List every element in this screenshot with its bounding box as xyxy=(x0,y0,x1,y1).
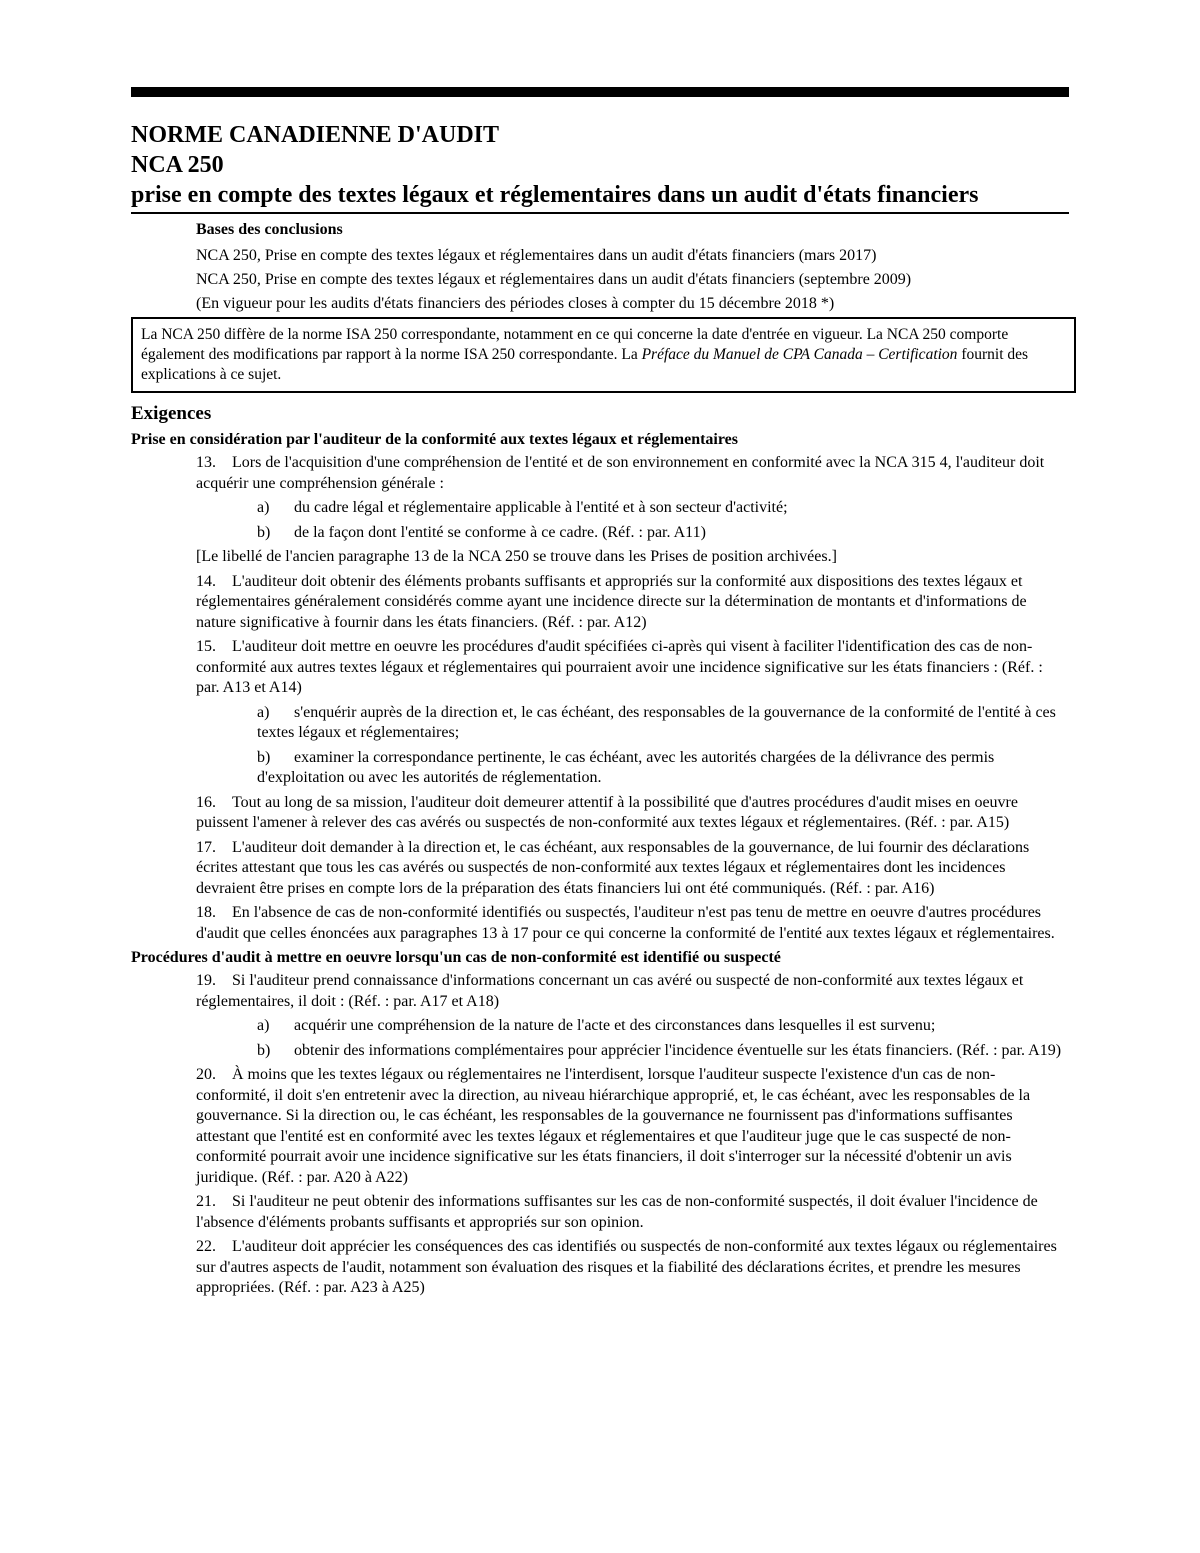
standard-subtitle: prise en compte des textes légaux et réglementaires dans un audit d'états financiers xyxy=(131,180,1069,214)
paragraph-22 xyxy=(196,1237,1066,1299)
notice-text-before: La NCA 250 diffère de la norme ISA 250 correspondante, notamment en ce qui concerne la date d'entrée en vigueur. La NCA 250 comporte également des modifications par rapport à la norme ISA 250 correspondante. La xyxy=(141,326,1009,363)
list-item-text: obtenir des informations complémentaires pour apprécier l'incidence éventuelle sur les états financiers. (Réf. : par. A19) xyxy=(294,1041,1062,1059)
paragraph-text: Si l'auditeur ne peut obtenir des informations suffisantes sur les cas de non-conformité suspectés, il doit évaluer l'incidence de l'absence d'éléments probants suffisants et appropriés sur son opinion. xyxy=(196,1193,1038,1231)
list-item-text: du cadre légal et réglementaire applicable à l'entité et à son secteur d'activité; xyxy=(294,499,788,516)
paragraph-number: 22. xyxy=(196,1238,216,1255)
paragraph-16 xyxy=(196,793,1066,834)
list-item-label: a) xyxy=(257,499,270,516)
effective-date-line: (En vigueur pour les audits d'états financiers des périodes closes à compter du 15 décembre 2018 *) xyxy=(196,295,835,312)
paragraph-number: 18. xyxy=(196,904,216,921)
list-item xyxy=(257,523,1077,544)
top-rule xyxy=(131,87,1069,97)
sub-heading-procedures: Procédures d'audit à mettre en oeuvre lorsqu'un cas de non-conformité est identifié ou suspecté xyxy=(131,949,781,966)
notice-box xyxy=(131,317,1076,393)
list-item-text: de la façon dont l'entité se conforme à ce cadre. (Réf. : par. A11) xyxy=(294,523,706,541)
archive-note: [Le libellé de l'ancien paragraphe 13 de la NCA 250 se trouve dans les Prises de position archivées.] xyxy=(196,548,837,565)
conclusions-line-2: NCA 250, Prise en compte des textes légaux et réglementaires dans un audit d'états financiers (septembre 2009) xyxy=(196,271,912,288)
sub-heading-compliance: Prise en considération par l'auditeur de la conformité aux textes légaux et réglementaires xyxy=(131,431,739,448)
paragraph-13 xyxy=(196,453,1066,494)
paragraph-21 xyxy=(196,1192,1066,1233)
paragraph-text: Si l'auditeur prend connaissance d'informations concernant un cas avéré ou suspecté de non-conformité aux textes légaux et réglementaires, il doit : (Réf. : par. A17 et A18) xyxy=(196,972,1024,1010)
list-item-label: a) xyxy=(257,703,270,721)
list-item-text: s'enquérir auprès de la direction et, le cas échéant, des responsables de la gouvernance de la conformité de l'entité à ces textes légaux et réglementaires; xyxy=(257,703,1056,741)
list-item-label: a) xyxy=(257,1017,270,1034)
paragraph-number: 19. xyxy=(196,972,216,989)
list-item xyxy=(257,1041,1077,1062)
standard-title: NORME CANADIENNE D'AUDIT xyxy=(131,122,500,148)
paragraph-number: 20. xyxy=(196,1066,216,1083)
paragraph-text: À moins que les textes légaux ou réglementaires ne l'interdisent, lorsque l'auditeur suspecte l'existence d'un cas de non-conformité, il doit s'en entretenir avec la direction, au niveau hiérarchique approprié, et, le cas échéant, avec les responsables de la gouvernance. Si la direction ou, le cas échéant, les responsables de la gouvernance ne fournissent pas d'informations suffisantes attestant que l'entité est en conformité avec les textes légaux et réglementaires et que l'auditeur juge que le cas suspecté de non-conformité pourrait avoir une incidence significative sur les états financiers, il doit s'interroger sur la nécessité d'obtenir un avis juridique. (Réf. : par. A20 à A22) xyxy=(196,1066,1031,1186)
section-title: Exigences xyxy=(131,403,212,424)
paragraph-text: L'auditeur doit demander à la direction et, le cas échéant, aux responsables de la gouvernance, de lui fournir des déclarations écrites attestant que tous les cas avérés ou suspectés de non-conformité aux textes légaux et réglementaires dont les incidences devraient être prises en compte lors de la préparation des états financiers lui ont été communiqués. (Réf. : par. A16) xyxy=(196,838,1030,897)
requirements-content xyxy=(131,400,1076,1303)
paragraph-text: L'auditeur doit apprécier les conséquences des cas identifiés ou suspectés de non-conformité aux textes légaux ou réglementaires sur d'autres aspects de l'audit, notamment son évaluation des risques et la fiabilité des déclarations écrites, et prendre les mesures appropriées. (Réf. : par. A23 à A25) xyxy=(196,1238,1057,1296)
paragraph-text: L'auditeur doit mettre en oeuvre les procédures d'audit spécifiées ci-après qui visent à faciliter l'identification des cas de non-conformité aux autres textes légaux et réglementaires qui pourraient avoir une incidence significative sur les états financiers : (Réf. : par. A13 et A14) xyxy=(196,638,1043,696)
paragraph-text: L'auditeur doit obtenir des éléments probants suffisants et appropriés sur la conformité aux dispositions des textes légaux et réglementaires généralement considérés comme ayant une incidence directe sur la détermination de montants et d'informations de nature significative à fournir dans les états financiers. (Réf. : par. A12) xyxy=(196,572,1027,631)
list-item xyxy=(257,498,1077,519)
paragraph-19 xyxy=(196,971,1066,1012)
notice-italic-title: Préface du Manuel de CPA Canada – Certification xyxy=(641,346,958,363)
paragraph-18 xyxy=(196,903,1066,944)
conclusions-line-1: NCA 250, Prise en compte des textes légaux et réglementaires dans un audit d'états financiers (mars 2017) xyxy=(196,247,877,264)
conclusions-heading: Bases des conclusions xyxy=(196,221,343,238)
paragraph-text: Tout au long de sa mission, l'auditeur doit demeurer attentif à la possibilité que d'autres procédures d'audit mises en oeuvre puissent l'amener à relever des cas avérés ou suspectés de non-conformité aux textes légaux et réglementaires. (Réf. : par. A15) xyxy=(196,793,1018,831)
list-item-label: b) xyxy=(257,1041,271,1059)
paragraph-14 xyxy=(196,572,1066,634)
list-item xyxy=(257,1016,1077,1037)
paragraph-17 xyxy=(196,838,1066,900)
list-item-label: b) xyxy=(257,748,271,766)
list-item xyxy=(257,748,1077,789)
list-item-text: examiner la correspondance pertinente, le cas échéant, avec les autorités chargées de la délivrance des permis d'exploitation ou avec les autorités de réglementation. xyxy=(257,748,995,786)
list-item xyxy=(257,703,1077,744)
list-item-label: b) xyxy=(257,523,271,541)
paragraph-number: 21. xyxy=(196,1193,216,1210)
notice-text-after: fournit des explications à ce sujet. xyxy=(141,346,1029,383)
conclusions-block xyxy=(196,220,1069,316)
paragraph-15 xyxy=(196,637,1066,699)
list-item-text: acquérir une compréhension de la nature de l'acte et des circonstances dans lesquelles il est survenu; xyxy=(294,1017,936,1034)
paragraph-number: 17. xyxy=(196,838,216,856)
paragraph-number: 13. xyxy=(196,454,216,471)
paragraph-number: 16. xyxy=(196,793,216,811)
paragraph-number: 15. xyxy=(196,638,216,655)
title-block xyxy=(131,120,1069,214)
paragraph-text: En l'absence de cas de non-conformité identifiés ou suspectés, l'auditeur n'est pas tenu de mettre en oeuvre d'autres procédures d'audit que celles énoncées aux paragraphes 13 à 17 pour ce qui concerne la conformité de l'entité aux textes légaux et réglementaires. xyxy=(196,904,1055,942)
paragraph-text: Lors de l'acquisition d'une compréhension de l'entité et de son environnement en conformité avec la NCA 315 4, l'auditeur doit acquérir une compréhension générale : xyxy=(196,454,1045,492)
standard-number: NCA 250 xyxy=(131,152,224,178)
paragraph-20 xyxy=(196,1065,1066,1188)
paragraph-number: 14. xyxy=(196,572,216,590)
